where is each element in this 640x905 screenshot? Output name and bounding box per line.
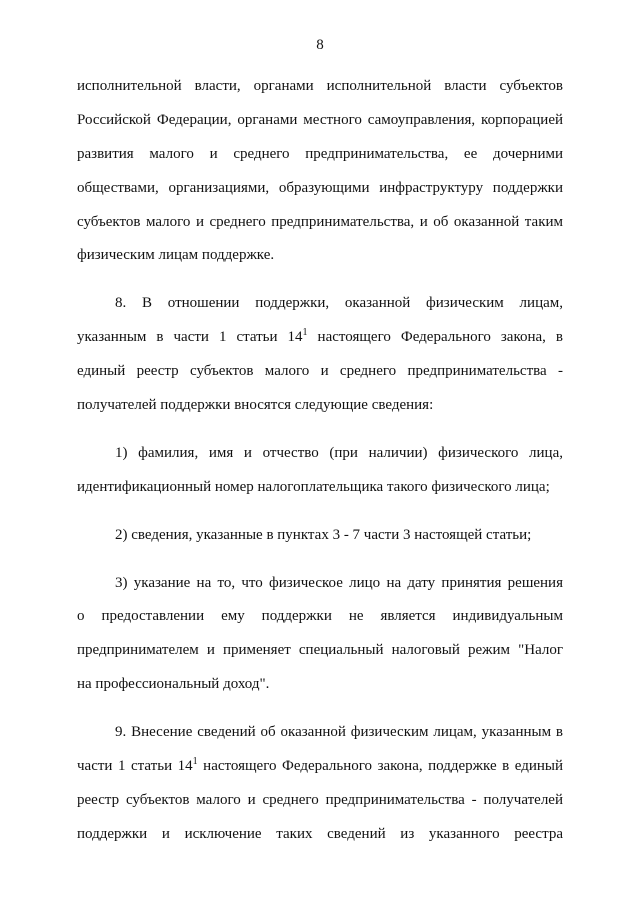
text-line: единый реестр субъектов малого и среднего предпринимательства - — [77, 363, 563, 380]
text-line: развития малого и среднего предпринимательства, ее дочерними — [77, 145, 563, 162]
text-line-content: настоящего Федерального закона, поддержке в единый — [197, 758, 564, 775]
paragraph-item-8 — [77, 287, 563, 423]
text-line-content: 3) указание на то, что физическое лицо на дату принятия решения — [115, 574, 563, 591]
sub-item-3 — [77, 567, 563, 703]
text-line: реестр субъектов малого и среднего предпринимательства - получателей — [77, 791, 563, 808]
text-line: идентификационный номер налогоплательщика такого физического лица; — [77, 478, 550, 495]
text-line-content: настоящего Федерального закона, в — [307, 329, 563, 346]
text-line — [77, 750, 563, 784]
text-line: на профессиональный доход". — [77, 676, 270, 693]
sub-item-1 — [77, 437, 563, 505]
text-line: исполнительной власти, органами исполнительной власти субъектов — [77, 78, 563, 94]
text-line: поддержки и исключение таких сведений из указанного реестра — [77, 825, 563, 842]
text-line — [77, 519, 563, 553]
text-line-content: 9. Внесение сведений об оказанной физическим лицам, указанным в — [115, 724, 563, 741]
text-line — [77, 287, 563, 321]
text-line-content: 1) фамилия, имя и отчество (при наличии) физического лица, — [115, 444, 563, 461]
document-body — [77, 70, 563, 852]
sub-item-2 — [77, 519, 563, 553]
superscript: 1 — [192, 756, 198, 768]
text-line — [77, 321, 563, 355]
text-line — [77, 567, 563, 601]
text-line: предпринимателем и применяет специальный налоговый режим "Налог — [77, 642, 563, 659]
text-line: получателей поддержки вносятся следующие сведения: — [77, 397, 434, 414]
text-line: физическим лицам поддержке. — [77, 247, 275, 264]
text-line — [77, 716, 563, 750]
paragraph-continuation — [77, 70, 563, 273]
text-line: Российской Федерации, органами местного самоуправления, корпорацией — [77, 111, 563, 128]
paragraph-item-9 — [77, 716, 563, 852]
text-line-content: указанным в части 1 статьи 14 — [77, 329, 303, 346]
text-line-content: части 1 статьи 14 — [77, 758, 193, 775]
text-line: о предоставлении ему поддержки не является индивидуальным — [77, 608, 563, 625]
page-number: 8 — [316, 37, 324, 53]
text-line-content: 8. В отношении поддержки, оказанной физическим лицам, — [115, 295, 563, 312]
text-line — [77, 437, 563, 471]
text-line: обществами, организациями, образующими инфраструктуру поддержки — [77, 179, 563, 196]
text-line: субъектов малого и среднего предпринимательства, и об оказанной таким — [77, 213, 563, 230]
text-line-content: 2) сведения, указанные в пунктах 3 - 7 части 3 настоящей статьи; — [115, 526, 532, 543]
superscript: 1 — [302, 327, 308, 339]
